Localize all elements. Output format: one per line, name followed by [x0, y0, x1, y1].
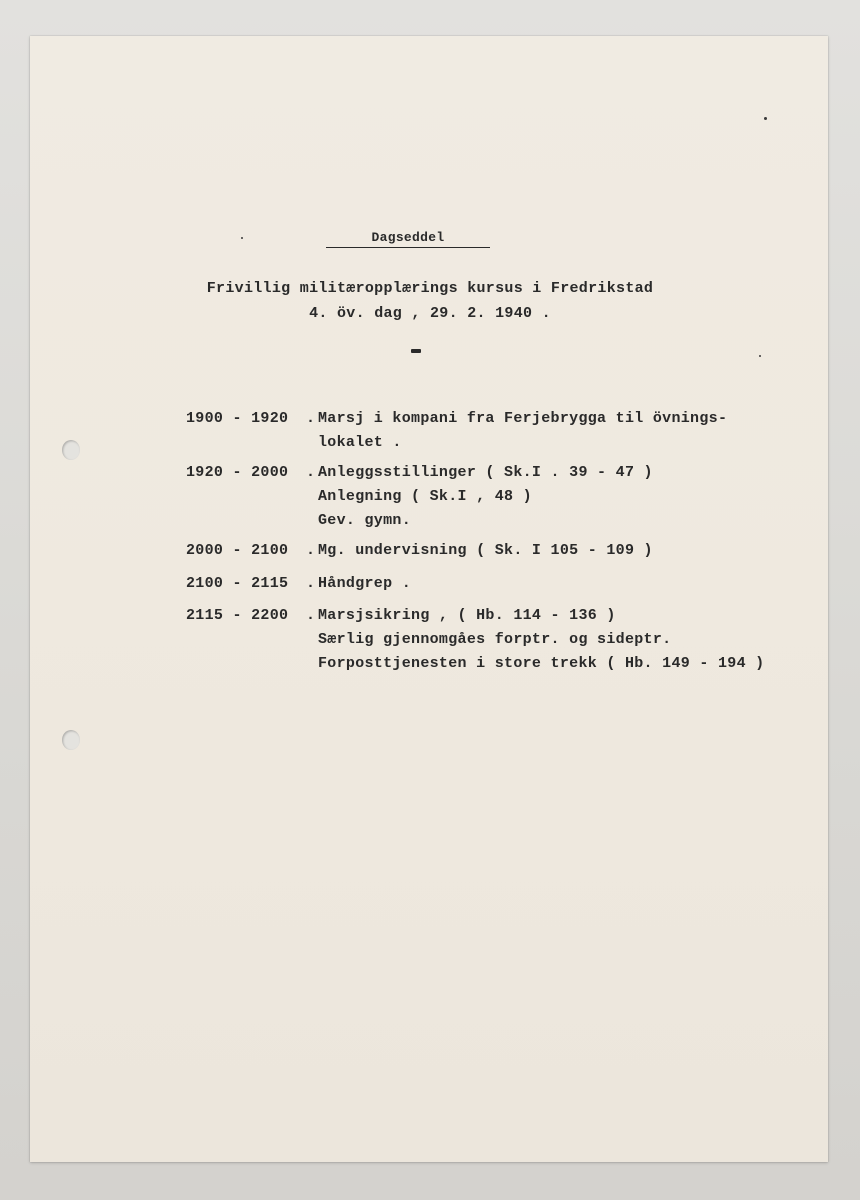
ink-speck [764, 117, 767, 120]
punch-hole-bottom [62, 730, 80, 750]
activity-continuation: Særlig gjennomgåes forptr. og sideptr. [318, 631, 672, 648]
bullet-dot: . [306, 542, 316, 559]
time-range: 2000 - 2100 [186, 542, 289, 559]
activity-text: Håndgrep . [318, 575, 412, 592]
day-and-date: 4. öv. dag , 29. 2. 1940 . [309, 305, 551, 322]
activity-text: Marsj i kompani fra Ferjebrygga til övnings- [318, 410, 728, 427]
schedule-entry [186, 464, 653, 481]
activity-continuation: Anlegning ( Sk.I , 48 ) [318, 488, 532, 505]
schedule-entry [186, 607, 616, 624]
activity-continuation: Forposttjenesten i store trekk ( Hb. 149 - 194 ) [318, 655, 765, 672]
bullet-dot: . [306, 575, 316, 592]
activity-text: Anleggsstillinger ( Sk.I . 39 - 47 ) [318, 464, 653, 481]
time-range: 2115 - 2200 [186, 607, 289, 624]
activity-continuation: lokalet . [318, 434, 402, 451]
schedule-entry [186, 575, 411, 592]
paper-sheet [30, 36, 828, 1162]
activity-text: Mg. undervisning ( Sk. I 105 - 109 ) [318, 542, 653, 559]
bullet-dot: . [306, 607, 316, 624]
separator-dash [411, 349, 421, 353]
schedule-entry [186, 542, 653, 559]
bullet-dot: . [306, 464, 316, 481]
time-range: 1900 - 1920 [186, 410, 289, 427]
ink-speck [759, 355, 761, 357]
activity-continuation: Gev. gymn. [318, 512, 412, 529]
document-title: Dagseddel [326, 230, 490, 248]
activity-text: Marsjsikring , ( Hb. 114 - 136 ) [318, 607, 616, 624]
course-name: Frivillig militæropplærings kursus i Fredrikstad [206, 280, 654, 297]
punch-hole-top [62, 440, 80, 460]
time-range: 2100 - 2115 [186, 575, 289, 592]
schedule-entry [186, 410, 727, 427]
ink-speck [241, 237, 243, 239]
time-range: 1920 - 2000 [186, 464, 289, 481]
bullet-dot: . [306, 410, 316, 427]
